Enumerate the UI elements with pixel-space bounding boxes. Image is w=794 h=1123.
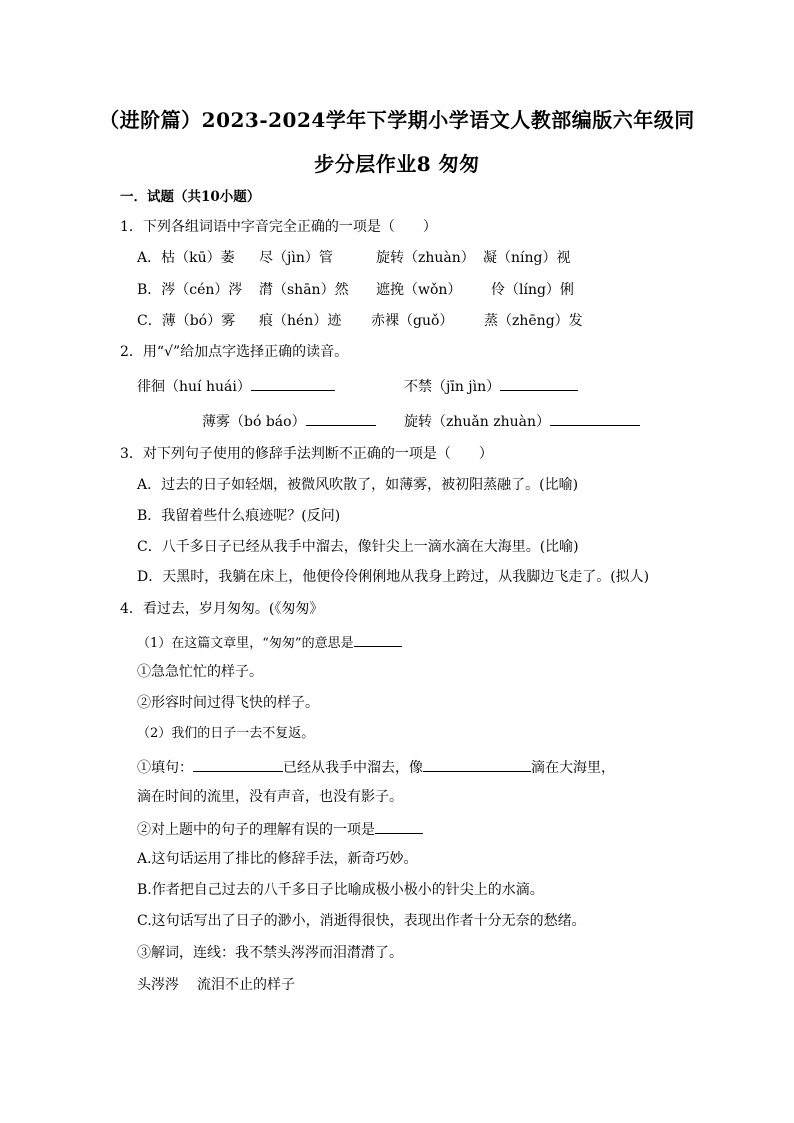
q3-stem: 3．对下列句子使用的修辞手法判断不正确的一项是（ ） [120, 446, 493, 462]
q4-fill-blank-1[interactable] [193, 757, 283, 772]
q2-stem: 2．用“√”给加点字选择正确的读音。 [120, 344, 349, 360]
q2-item-1-blank[interactable] [251, 376, 335, 391]
q2-item-1 [137, 376, 335, 396]
q2-item-2 [404, 376, 578, 396]
q4-fill-end: 滴在大海里， [531, 760, 615, 776]
q1-c-word4: 蒸（zhēng）发 [484, 313, 583, 329]
q4-match-word: 头涔涔 [137, 977, 179, 993]
q2-item-4-label: 旋转（zhuǎn zhuàn） [404, 414, 550, 430]
q1-b-word3: 遮挽（wǒn） [376, 282, 462, 298]
q4-judge-blank[interactable] [375, 819, 423, 834]
q4-judge-option-b: B.作者把自己过去的八千多日子比喻成极小极小的针尖上的水滴。 [137, 882, 544, 898]
q2-item-2-blank[interactable] [500, 376, 578, 391]
q4-sub1-option-1: ①急急忙忙的样子。 [137, 664, 263, 680]
q4-fill-middle: 已经从我手中溜去，像 [283, 760, 423, 776]
q4-judge-option-a: A.这句话运用了排比的修辞手法，新奇巧妙。 [137, 851, 418, 867]
q1-b-word4: 伶（líng）俐 [491, 282, 574, 298]
q4-judge-text: ②对上题中的句子的理解有误的一项是 [137, 822, 375, 838]
q4-sub1-text: （1）在这篇文章里，“匆匆”的意思是 [137, 636, 354, 651]
q4-sub2: （2）我们的日子一去不复返。 [137, 726, 315, 741]
section-heading: 一．试题（共10小题） [120, 189, 261, 205]
q1-a-word3: 旋转（zhuàn） [376, 250, 475, 266]
q4-match-stem: ③解词，连线：我不禁头涔涔而泪潸潸了。 [137, 945, 403, 961]
q1-c-word1: C．薄（bó）雾 [137, 313, 236, 329]
q2-item-3-label: 薄雾（bó báo） [202, 414, 306, 430]
q1-option-c [137, 312, 583, 330]
q4-judge-option-c: C.这句话写出了日子的渺小，消逝得很快，表现出作者十分无奈的愁绪。 [137, 913, 586, 929]
q1-stem: 1．下列各组词语中字音完全正确的一项是（ ） [120, 219, 437, 235]
q3-option-b: B．我留着些什么痕迹呢？(反问) [137, 508, 341, 524]
q2-item-1-label: 徘徊（huí huái） [137, 379, 251, 395]
q2-item-3 [202, 411, 376, 431]
q1-a-word4: 凝（níng）视 [483, 250, 571, 266]
q4-sub1 [137, 632, 402, 653]
q1-option-b [137, 281, 574, 299]
q3-option-c: C．八千多日子已经从我手中溜去，像针尖上一滴水滴在大海里。(比喻) [137, 539, 579, 555]
q2-item-3-blank[interactable] [306, 411, 376, 426]
q1-c-word3: 赤裸（guǒ） [371, 313, 454, 329]
q4-match-definition: 流泪不止的样子 [197, 977, 295, 993]
q3-option-a: A．过去的日子如轻烟，被微风吹散了，如薄雾，被初阳蒸融了。(比喻) [137, 477, 579, 493]
doc-title-line2: 步分层作业8 匆匆 [314, 152, 480, 176]
q4-fill-continuation: 滴在时间的流里，没有声音，也没有影子。 [137, 789, 403, 805]
q3-option-d: D．天黑时，我躺在床上，他便伶伶俐俐地从我身上跨过，从我脚边飞走了。(拟人) [137, 569, 650, 585]
q1-b-word2: 潸（shān）然 [259, 282, 349, 298]
q4-sub1-blank[interactable] [354, 632, 402, 647]
q1-a-word2: 尽（jìn）管 [259, 250, 333, 266]
q2-item-2-label: 不禁（jīn jìn） [404, 379, 501, 395]
q1-a-word1: A．枯（kū）萎 [137, 250, 235, 266]
q1-option-a [137, 249, 570, 267]
q4-sub1-option-2: ②形容时间过得飞快的样子。 [137, 695, 319, 711]
q1-c-word2: 痕（hén）迹 [259, 313, 342, 329]
q4-match-row [137, 976, 295, 994]
q4-fill-blank-2[interactable] [423, 757, 531, 772]
q4-stem: 4．看过去，岁月匆匆。(《匆匆》 [120, 601, 324, 617]
q1-b-word1: B．涔（cén）涔 [137, 282, 243, 298]
q4-fill-line [137, 757, 615, 777]
q4-judge [137, 819, 423, 839]
q2-item-4-blank[interactable] [550, 411, 640, 426]
doc-title-line1: （进阶篇）2023-2024学年下学期小学语文人教部编版六年级同 [99, 108, 695, 132]
q2-item-4 [404, 411, 640, 431]
q4-fill-label: ①填句： [137, 760, 193, 776]
